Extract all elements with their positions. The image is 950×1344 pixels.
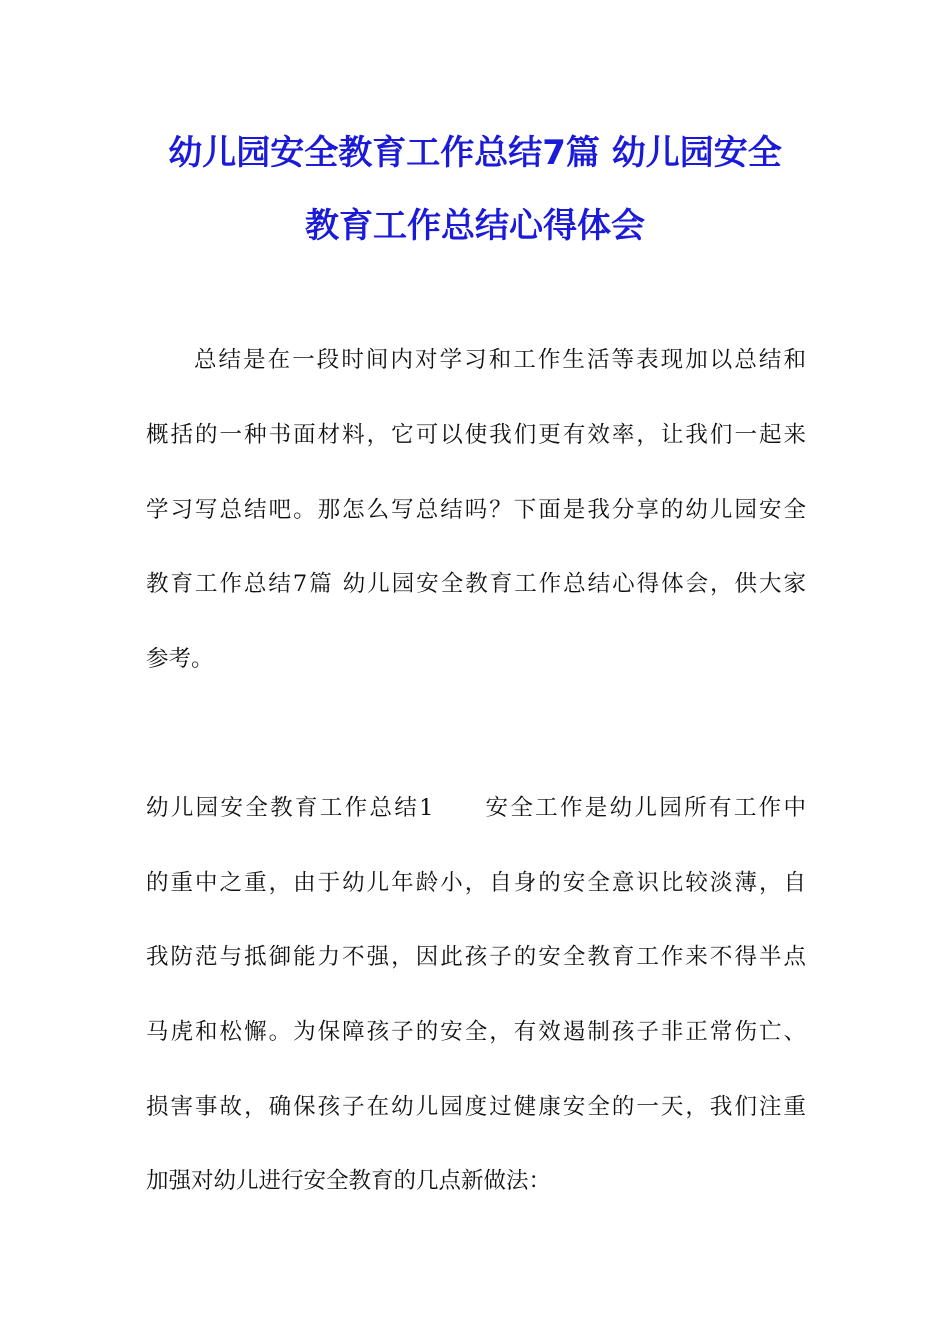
section1-line-5: 损害事故，确保孩子在幼儿园度过健康安全的一天，我们注重: [146, 1094, 806, 1120]
section1-line-1: 幼儿园安全教育工作总结1 安全工作是幼儿园所有工作中: [146, 795, 806, 821]
intro-paragraph-line-4: 教育工作总结7篇 幼儿园安全教育工作总结心得体会，供大家: [146, 571, 806, 597]
intro-paragraph-line-2: 概括的一种书面材料，它可以使我们更有效率，让我们一起来: [146, 422, 806, 448]
section1-line-6: 加强对幼儿进行安全教育的几点新做法：: [146, 1168, 552, 1194]
intro-paragraph-line-3: 学习写总结吧。那怎么写总结吗？下面是我分享的幼儿园安全: [146, 497, 806, 523]
section1-line-3: 我防范与抵御能力不强，因此孩子的安全教育工作来不得半点: [146, 944, 806, 970]
document-title-line-1: 幼儿园安全教育工作总结7篇 幼儿园安全: [168, 133, 782, 173]
intro-paragraph-line-5: 参考。: [146, 646, 214, 672]
section1-line-4: 马虎和松懈。为保障孩子的安全，有效遏制孩子非正常伤亡、: [146, 1019, 806, 1045]
intro-paragraph-line-1: 总结是在一段时间内对学习和工作生活等表现加以总结和: [194, 347, 806, 373]
section1-line-2: 的重中之重，由于幼儿年龄小，自身的安全意识比较淡薄，自: [146, 870, 806, 896]
document-title-line-2: 教育工作总结心得体会: [305, 206, 645, 246]
